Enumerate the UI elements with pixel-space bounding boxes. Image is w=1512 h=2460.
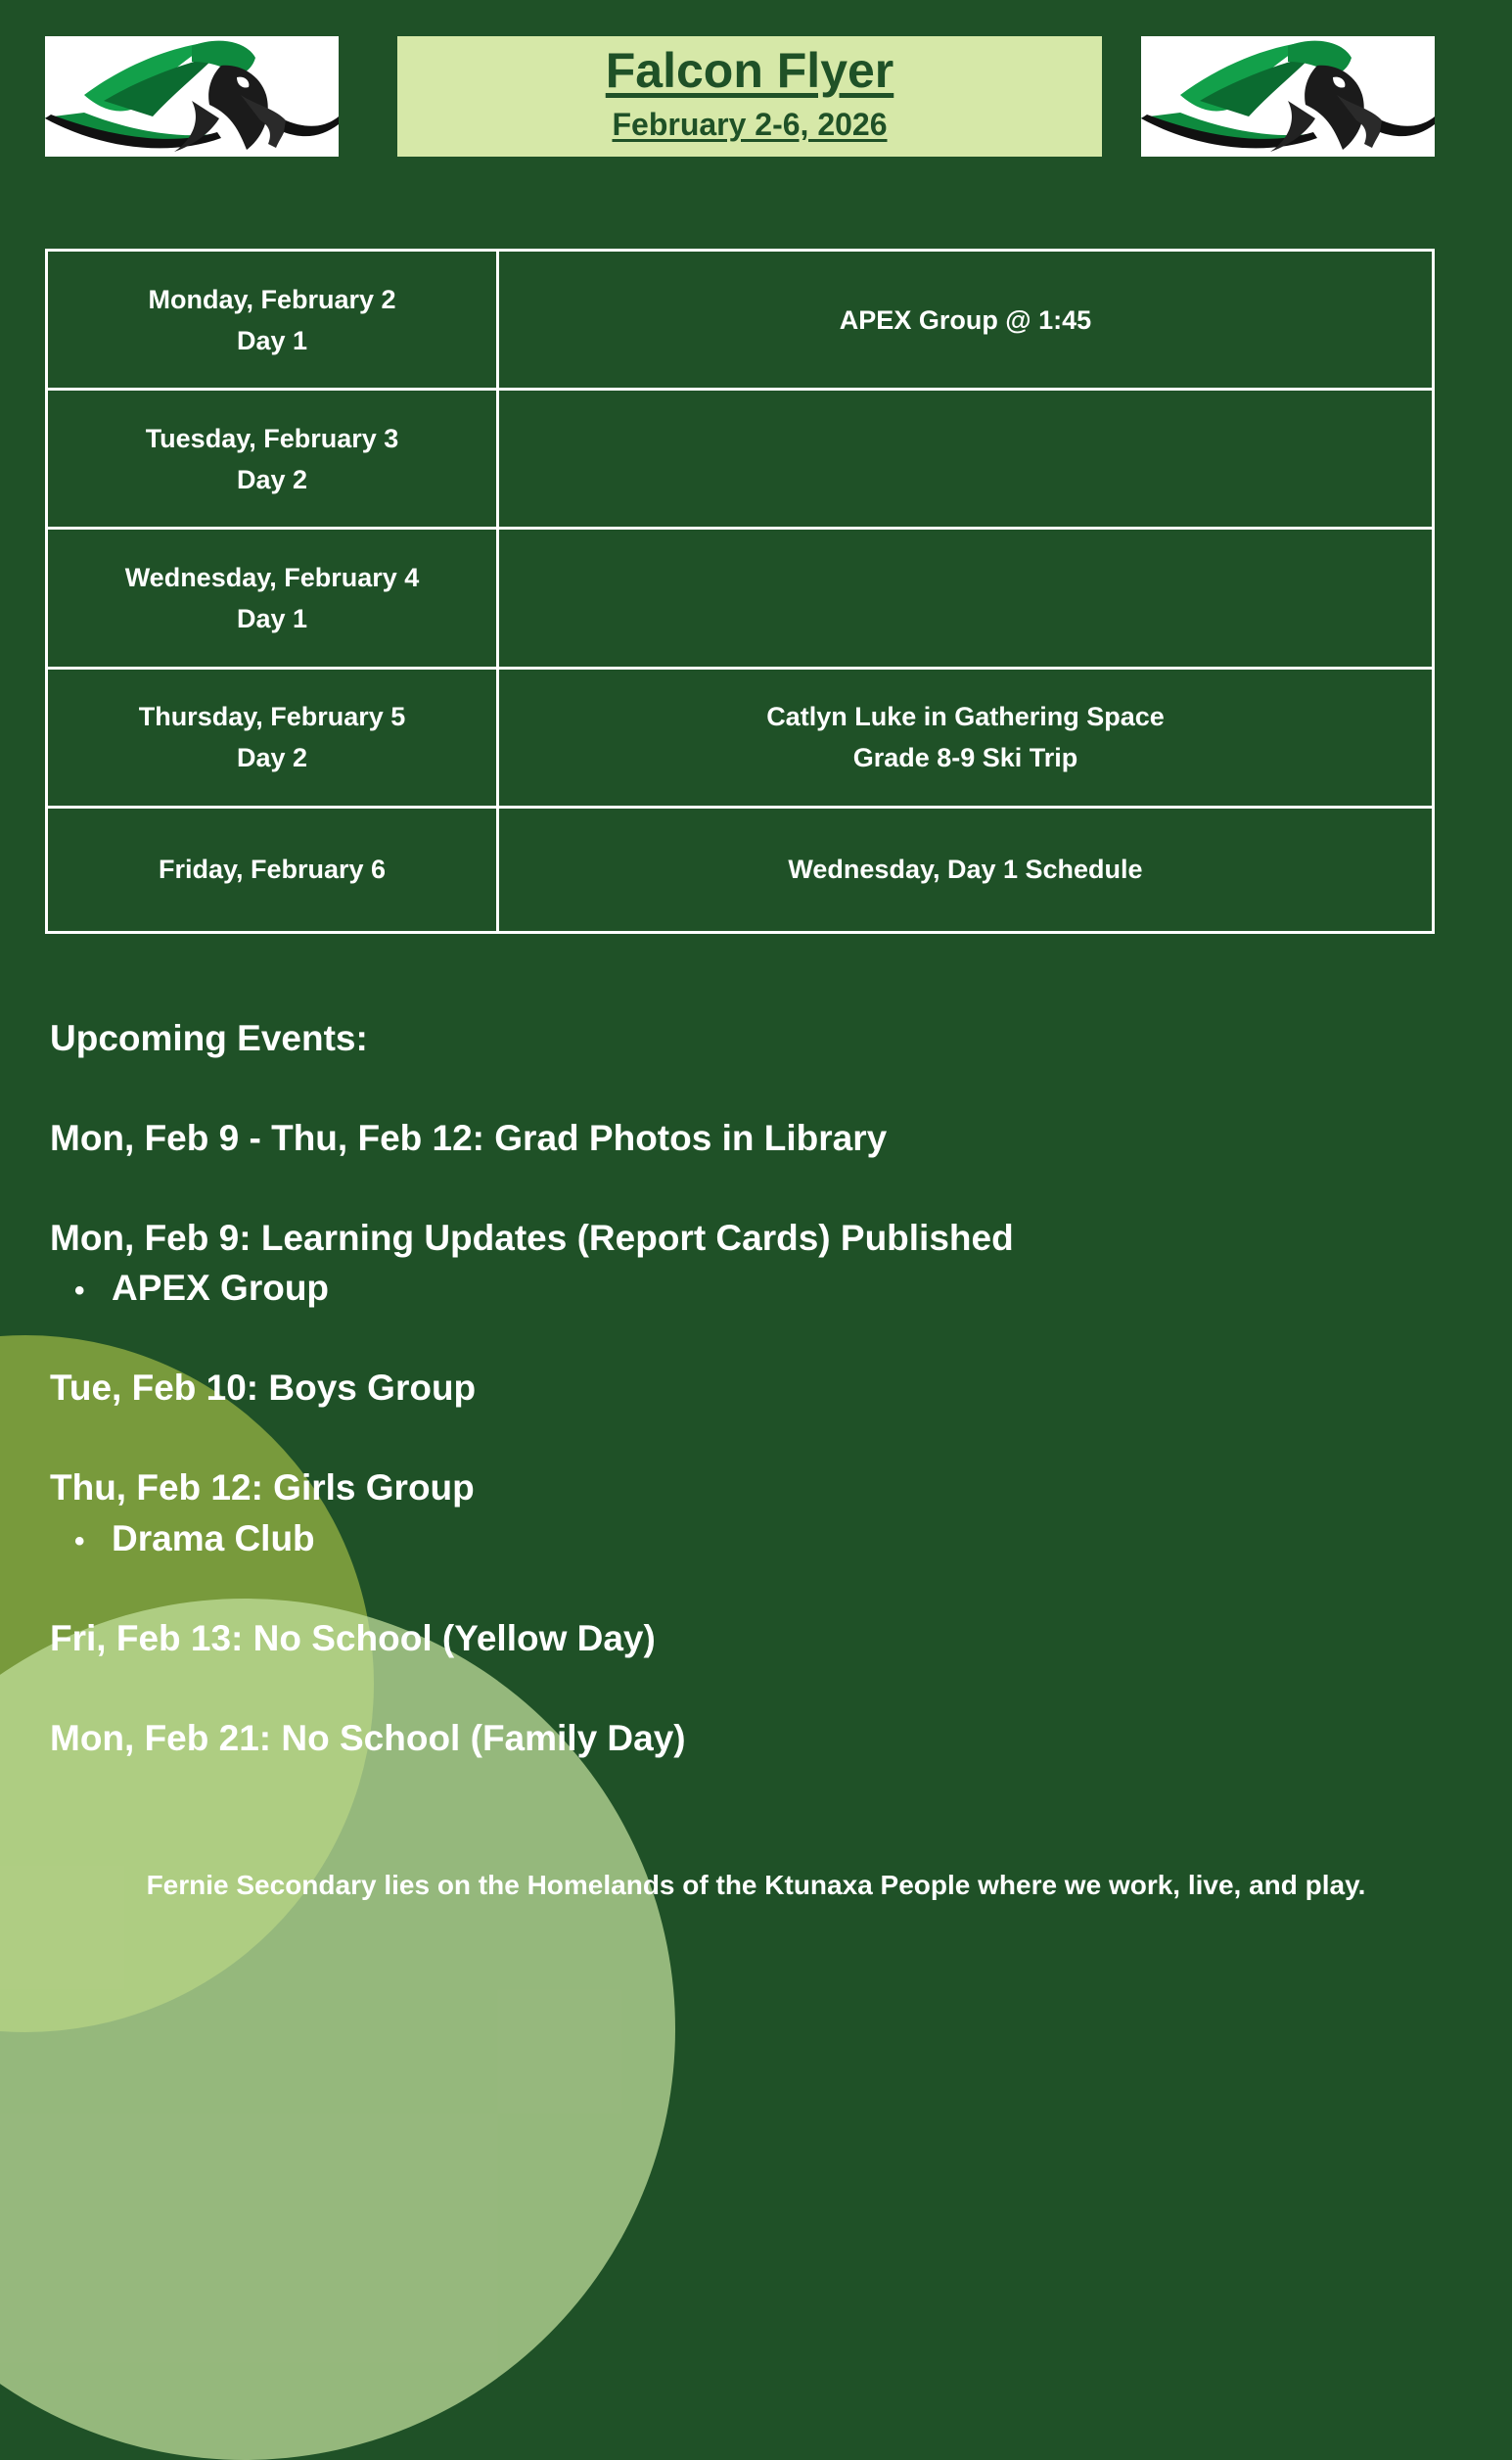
upcoming-event: Tue, Feb 10: Boys Group (50, 1368, 477, 1408)
upcoming-event: Fri, Feb 13: No School (Yellow Day) (50, 1618, 656, 1658)
upcoming-event: Mon, Feb 9: Learning Updates (Report Cards) Published (50, 1218, 1014, 1258)
table-row (47, 529, 1434, 668)
events-cell (498, 668, 1434, 807)
upcoming-event: Thu, Feb 12: Girls Group (50, 1467, 475, 1508)
day-label: Monday, February 2 (148, 284, 396, 314)
cycle-label: Day 1 (236, 604, 308, 633)
day-label: Friday, February 6 (158, 855, 387, 885)
cycle-label: Day 2 (236, 743, 308, 773)
day-cell (47, 390, 498, 529)
land-acknowledgement: Fernie Secondary lies on the Homelands of the Ktunaxa People where we work, live, and play. (146, 1870, 1366, 1900)
cycle-label: Day 2 (236, 464, 308, 494)
table-row (47, 668, 1434, 807)
day-cell (47, 529, 498, 668)
event-entry: APEX Group @ 1:45 (839, 304, 1092, 335)
table-row (47, 807, 1434, 932)
upcoming-event: Mon, Feb 9 - Thu, Feb 12: Grad Photos in Library (50, 1118, 888, 1158)
events-cell (498, 529, 1434, 668)
upcoming-event-bullet (74, 1268, 329, 1309)
falcon-logo-left (45, 36, 339, 157)
table-row (47, 251, 1434, 390)
events-cell (498, 251, 1434, 390)
day-label: Tuesday, February 3 (145, 423, 399, 453)
cycle-label: Day 1 (236, 325, 308, 355)
bullet-text: Drama Club (112, 1518, 315, 1558)
events-cell (498, 807, 1434, 932)
upcoming-event-bullet (74, 1518, 315, 1559)
bullet-icon: • (74, 1525, 85, 1557)
day-label: Thursday, February 5 (138, 702, 406, 732)
day-cell (47, 668, 498, 807)
weekly-schedule-table (45, 249, 1435, 934)
upcoming-event: Mon, Feb 21: No School (Family Day) (50, 1718, 686, 1758)
title-banner (397, 36, 1102, 157)
newsletter-title: Falcon Flyer (605, 43, 894, 98)
bullet-icon: • (74, 1275, 85, 1307)
table-row (47, 390, 1434, 529)
event-entry: Grade 8-9 Ski Trip (852, 743, 1078, 773)
falcon-mascot-icon (45, 36, 339, 157)
bullet-text: APEX Group (112, 1268, 330, 1308)
falcon-logo-right (1141, 36, 1435, 157)
events-cell (498, 390, 1434, 529)
falcon-mascot-icon (1141, 36, 1435, 157)
day-label: Wednesday, February 4 (124, 563, 420, 592)
day-cell (47, 807, 498, 932)
upcoming-events-heading: Upcoming Events: (50, 1018, 368, 1058)
event-entry: Catlyn Luke in Gathering Space (766, 702, 1165, 732)
day-cell (47, 251, 498, 390)
newsletter-dates: February 2-6, 2026 (612, 107, 888, 142)
event-entry: Wednesday, Day 1 Schedule (788, 855, 1143, 885)
